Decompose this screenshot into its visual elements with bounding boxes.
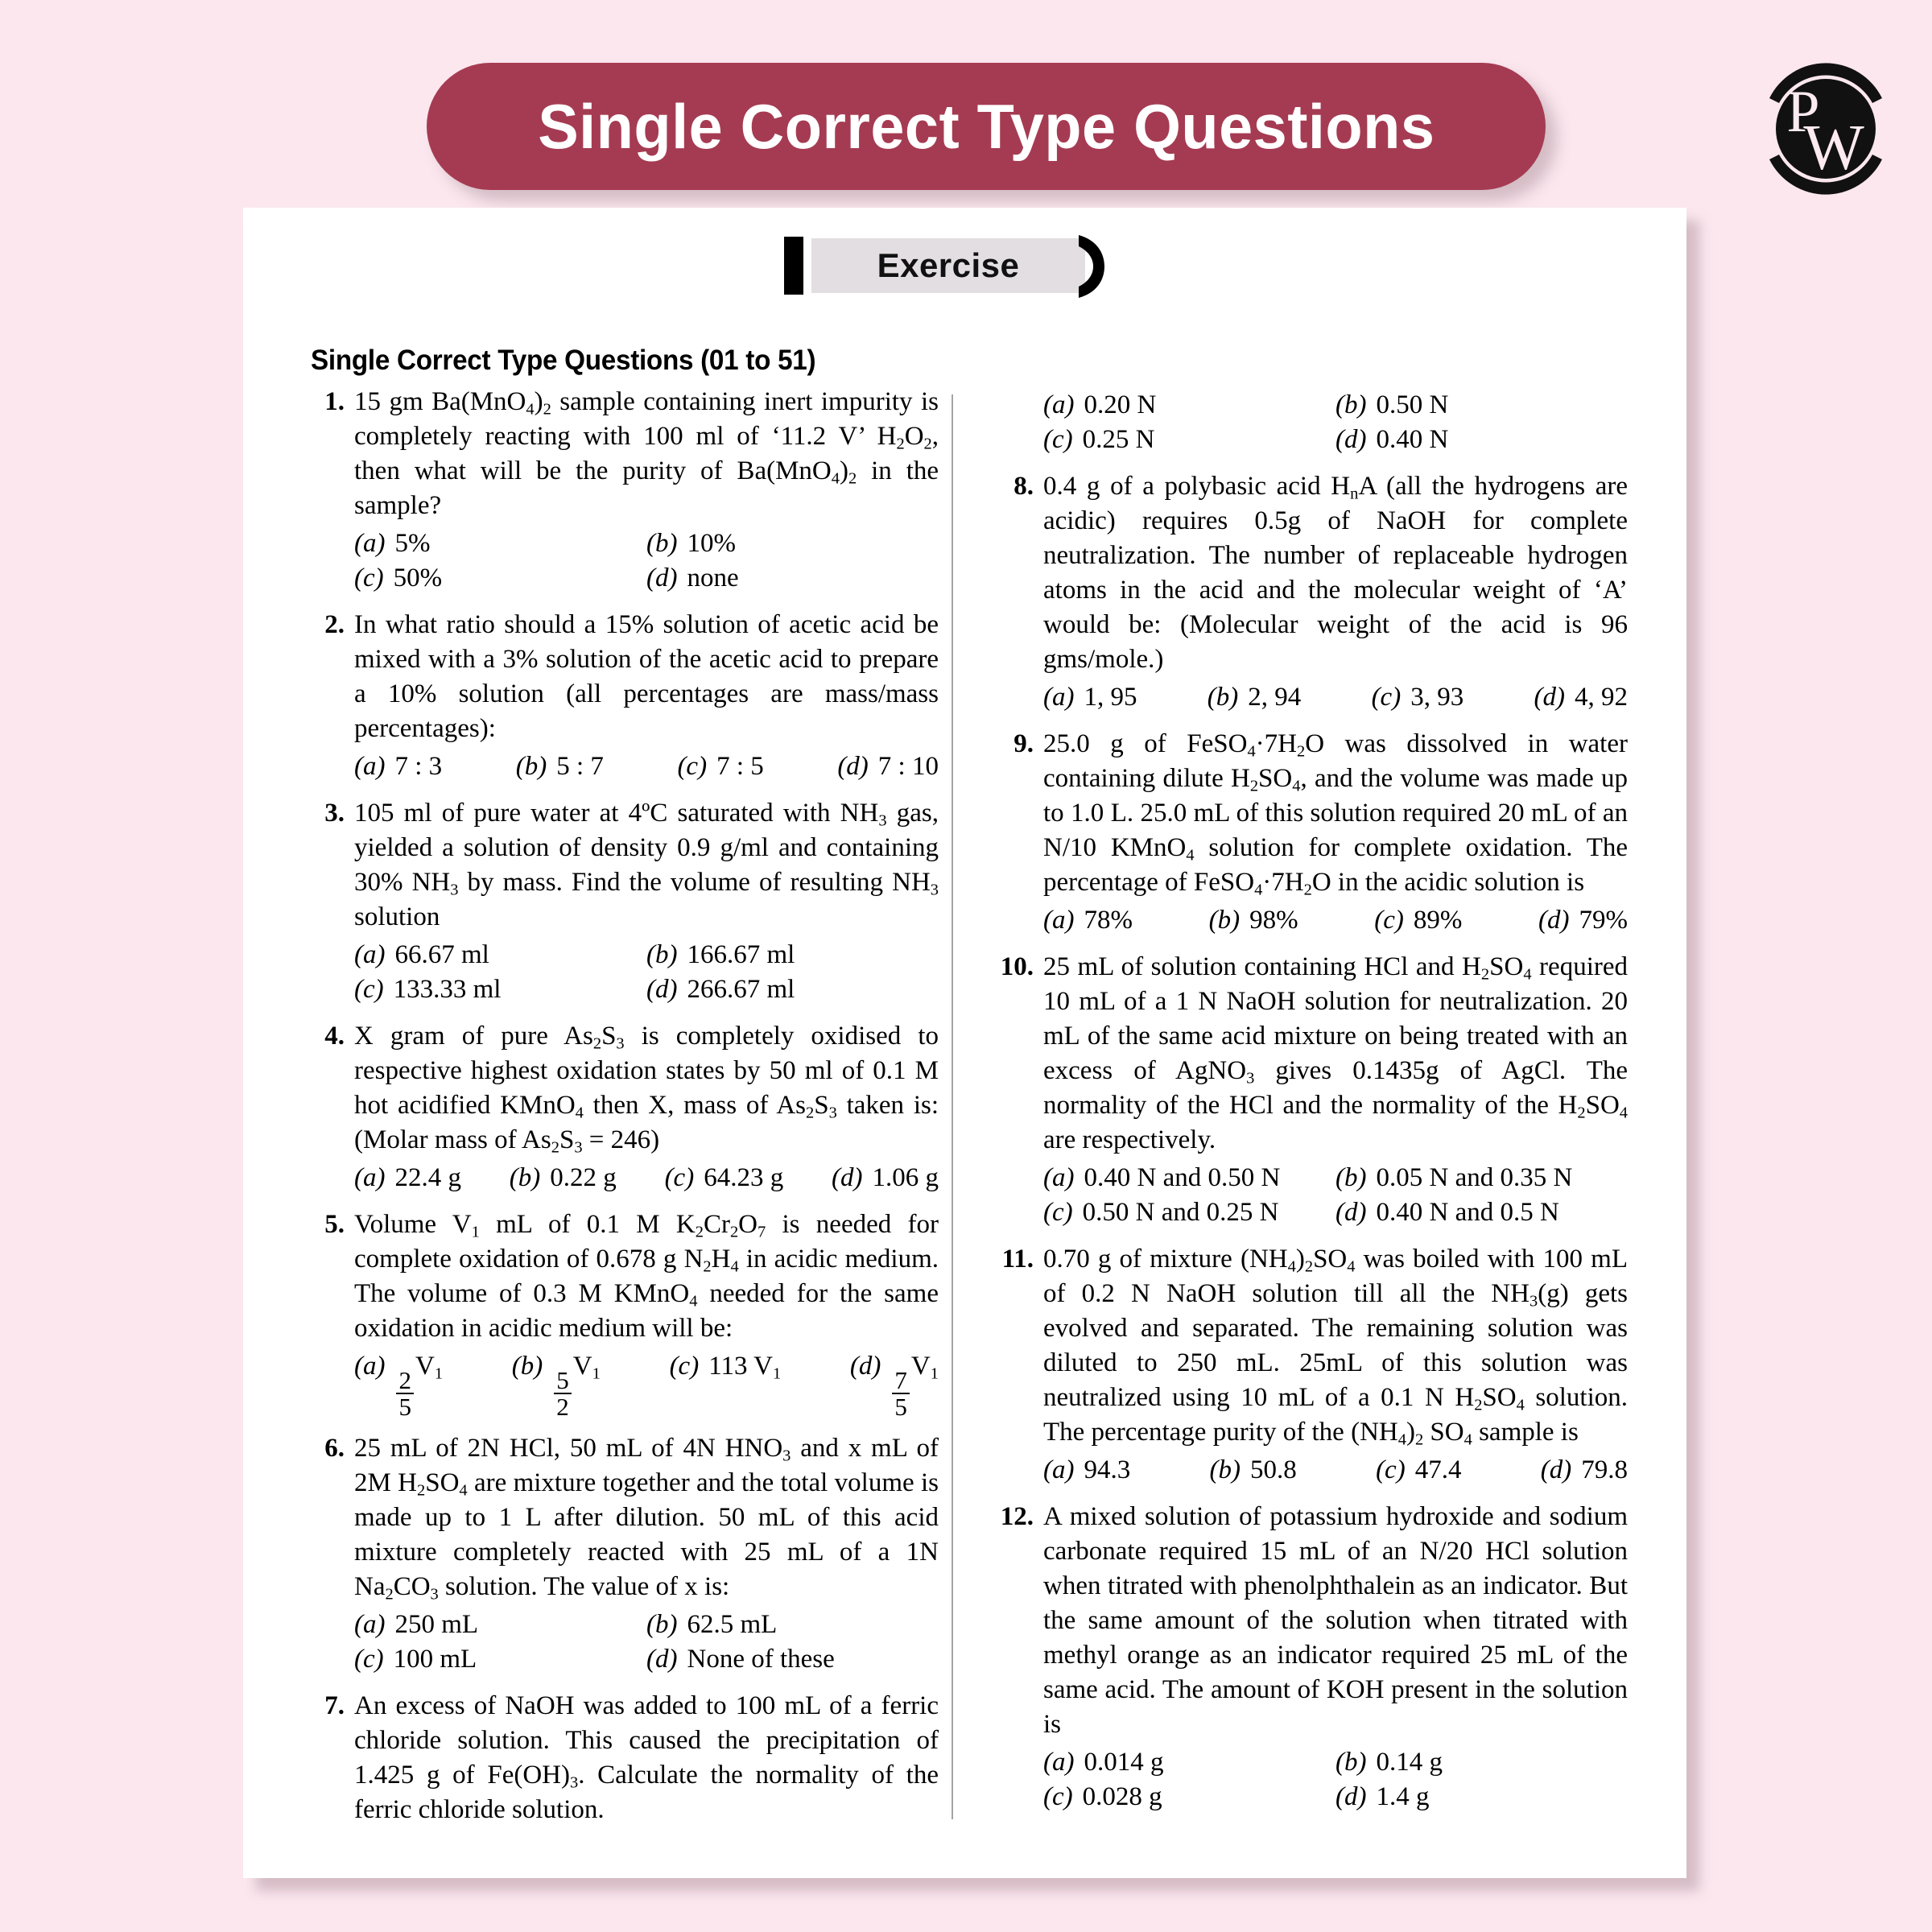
question-text: Volume $V_1$ mL of 0.1 M $K_2Cr_2O_7$ is needed for complete oxidation of 0.678 g $N_2H_4$ in acidic medium. The volume of 0.3 M KMnO$_4$ needed for the same oxidation in acidic medium will be: <box>354 1210 939 1343</box>
option-label: (c) <box>1043 425 1073 454</box>
question-item <box>311 796 939 1007</box>
option-label: (d) <box>1335 425 1367 454</box>
option-row <box>1043 680 1628 715</box>
question-body <box>1043 1242 1628 1488</box>
option-list <box>354 749 939 784</box>
option-value: 266.67 ml <box>687 975 795 1004</box>
column-right <box>1000 385 1628 1827</box>
option-value: 7 : 10 <box>877 752 939 781</box>
option-list <box>1043 903 1628 938</box>
option-row <box>354 561 939 596</box>
option-value: 98% <box>1249 906 1298 935</box>
option-label: (b) <box>1335 1163 1367 1192</box>
option-label: (c) <box>1374 906 1404 935</box>
header-banner <box>427 63 1546 192</box>
option-value: 2, 94 <box>1248 683 1302 712</box>
question-body <box>1043 469 1628 715</box>
option-value: 0.40 N and 0.5 N <box>1376 1198 1559 1227</box>
question-body <box>354 1208 939 1422</box>
option-label: (b) <box>1207 683 1239 712</box>
option-label: (a) <box>1043 683 1075 712</box>
option-d[interactable] <box>646 561 939 596</box>
option-label: (c) <box>677 752 708 781</box>
option-c[interactable] <box>665 1161 784 1195</box>
option-value: 0.028 g <box>1082 1782 1162 1811</box>
option-d[interactable] <box>646 1642 939 1677</box>
option-label: (d) <box>646 564 678 592</box>
question-body <box>354 1689 939 1827</box>
option-c[interactable] <box>1374 903 1462 938</box>
option-label: (c) <box>1371 683 1402 712</box>
option-row <box>354 972 939 1007</box>
option-value: 64.23 g <box>704 1163 784 1192</box>
option-value: 0.14 g <box>1376 1748 1443 1777</box>
option-c[interactable] <box>354 561 646 596</box>
question-item <box>311 1019 939 1195</box>
option-row <box>354 1642 939 1677</box>
option-a[interactable] <box>354 1161 461 1195</box>
column-left <box>311 385 939 1839</box>
option-value: 0.40 N and 0.50 N <box>1084 1163 1281 1192</box>
option-b[interactable] <box>646 1608 939 1642</box>
question-item <box>1000 727 1628 938</box>
question-body <box>1043 1500 1628 1814</box>
option-label: (a) <box>354 1352 386 1381</box>
question-number: 10. <box>1000 952 1034 981</box>
option-a[interactable] <box>1043 903 1133 938</box>
question-text: In what ratio should a 15% solution of acetic acid be mixed with a 3% solution of the acetic acid to prepare a 10% solution (all percentages are mass/mass percentages): <box>354 610 939 743</box>
question-item <box>311 385 939 596</box>
option-value: 4, 92 <box>1574 683 1628 712</box>
question-body <box>354 796 939 1007</box>
option-d[interactable] <box>1335 423 1628 457</box>
question-number: 2. <box>324 610 345 639</box>
question-number: 5. <box>324 1210 345 1239</box>
option-row <box>354 1161 939 1195</box>
option-value: 0.40 N <box>1376 425 1449 454</box>
option-b[interactable] <box>646 938 939 972</box>
option-value: 0.25 N <box>1082 425 1155 454</box>
question-number: 4. <box>324 1022 345 1051</box>
option-value: 1.06 g <box>872 1163 939 1192</box>
option-value: 5 : 7 <box>556 752 604 781</box>
option-label: (d) <box>1534 683 1565 712</box>
option-value: None of these <box>687 1645 835 1674</box>
question-body <box>354 1431 939 1677</box>
option-label: (c) <box>354 1645 384 1674</box>
option-value: 7 : 3 <box>394 752 443 781</box>
option-label: (d) <box>849 1352 881 1381</box>
option-value: 5% <box>394 529 431 558</box>
option-row <box>1043 423 1628 457</box>
option-list <box>354 1161 939 1195</box>
option-label: (c) <box>1376 1455 1406 1484</box>
question-number: 11. <box>1001 1245 1034 1274</box>
option-value: 50% <box>393 564 443 592</box>
question-item <box>1000 1500 1628 1814</box>
option-d[interactable] <box>1541 1453 1628 1488</box>
option-value: 66.67 ml <box>394 940 489 969</box>
option-label: (a) <box>354 1163 386 1192</box>
exercise-bracket-icon <box>1077 235 1111 298</box>
option-label: (a) <box>354 940 386 969</box>
option-label: (c) <box>1043 1782 1073 1811</box>
option-list <box>354 526 939 596</box>
option-row <box>1043 388 1628 423</box>
option-row <box>354 1349 939 1422</box>
option-d[interactable] <box>849 1349 939 1422</box>
option-value: none <box>687 564 739 592</box>
question-item <box>311 1208 939 1422</box>
question-text: 0.4 g of a polybasic acid $H_nA$ (all the hydrogens are acidic) requires 0.5g of NaOH for complete neutralization. The number of replaceable hydrogen atoms in the acid and the molecular weight of ‘A’ would be: (Molecular weight of the acid is 96 gms/mole.) <box>1043 472 1628 674</box>
option-row <box>1043 903 1628 938</box>
option-value: 133.33 ml <box>393 975 502 1004</box>
option-label: (a) <box>1043 1748 1075 1777</box>
column-divider <box>952 394 953 1819</box>
exercise-tab <box>784 235 1122 296</box>
option-value: 250 mL <box>394 1610 479 1640</box>
option-b[interactable] <box>516 749 604 784</box>
option-label: (b) <box>1209 1455 1241 1484</box>
option-list <box>354 938 939 1007</box>
option-a[interactable] <box>354 749 442 784</box>
option-b[interactable] <box>1208 680 1301 715</box>
option-d[interactable] <box>1534 680 1628 715</box>
option-c[interactable] <box>1372 680 1464 715</box>
option-row <box>1043 1745 1628 1780</box>
option-b[interactable] <box>511 1349 601 1422</box>
option-a[interactable] <box>1043 680 1137 715</box>
question-7-options-continued <box>1043 388 1628 457</box>
option-value: 62.5 mL <box>687 1610 778 1640</box>
option-list <box>354 1608 939 1677</box>
option-value: 0.50 N <box>1376 390 1449 419</box>
option-label: (b) <box>509 1163 541 1192</box>
option-label: (d) <box>1335 1782 1367 1811</box>
question-body <box>1043 727 1628 938</box>
option-b[interactable] <box>1335 388 1628 423</box>
option-b[interactable] <box>1335 1745 1628 1780</box>
option-c[interactable] <box>354 1642 646 1677</box>
option-label: (b) <box>511 1352 543 1381</box>
option-value: 1.4 g <box>1376 1782 1430 1811</box>
exercise-label: Exercise <box>877 246 1020 284</box>
option-label: (c) <box>1043 1198 1073 1227</box>
svg-text:P: P <box>1786 79 1820 145</box>
option-list <box>354 1349 939 1422</box>
option-row <box>354 749 939 784</box>
pw-logo <box>1753 56 1898 201</box>
option-label: (c) <box>354 564 384 592</box>
question-body <box>354 1019 939 1195</box>
question-number: 3. <box>324 799 345 828</box>
question-number: 12. <box>1000 1502 1034 1531</box>
option-label: (b) <box>646 940 678 969</box>
option-label: (d) <box>837 752 869 781</box>
option-label: (d) <box>646 975 678 1004</box>
option-b[interactable] <box>510 1161 617 1195</box>
option-row <box>354 526 939 561</box>
option-value: 47.4 <box>1414 1455 1462 1484</box>
question-text: 25.0 g of $FeSO_4\cdot 7H_2O$ was dissolved in water containing dilute $H_2SO_4$, and the volume was made up to 1.0 L. 25.0 mL of this solution required 20 mL of an N/10 KMnO$_4$ solution for complete oxidation. The percentage of $FeSO_4\cdot 7H_2O$ in the acidic solution is <box>1043 729 1628 899</box>
option-label: (a) <box>1043 390 1075 419</box>
option-a[interactable] <box>354 1608 646 1642</box>
question-number: 8. <box>1013 472 1034 501</box>
option-label: (d) <box>832 1163 863 1192</box>
exercise-label-box <box>811 238 1085 293</box>
document-sheet <box>243 208 1686 1878</box>
option-value: 10% <box>687 529 736 558</box>
question-item <box>311 608 939 784</box>
option-d[interactable] <box>1335 1780 1628 1814</box>
question-text: X gram of pure $As_2S_3$ is completely oxidised to respective highest oxidation states by 50 ml of 0.1 M hot acidified KMnO$_4$ then X, mass of $As_2S_3$ taken is: (Molar mass of $As_2S_3 = 246$) <box>354 1022 939 1157</box>
question-item <box>311 1431 939 1677</box>
option-label: (d) <box>1538 906 1570 935</box>
option-label: (a) <box>1043 906 1075 935</box>
option-row <box>354 1608 939 1642</box>
page-title: Single Correct Type Questions <box>537 90 1435 162</box>
svg-text:W: W <box>1803 113 1864 184</box>
option-c[interactable] <box>677 749 763 784</box>
option-a[interactable] <box>354 526 646 561</box>
question-item <box>311 1689 939 1827</box>
question-body <box>354 385 939 596</box>
option-label: (b) <box>646 529 678 558</box>
question-body <box>354 608 939 784</box>
option-value: $\frac{5}{2}$ $V_1$ <box>552 1349 601 1419</box>
option-label: (d) <box>1335 1198 1367 1227</box>
question-text: 25 mL of 2N HCl, 50 mL of 4N $HNO_3$ and x mL of 2M $H_2SO_4$ are mixture together and the total volume is made up to 1 L after dilution. 50 mL of this acid mixture completely reacted with 25 mL of a 1N $Na_2CO_3$ solution. The value of x is: <box>354 1434 939 1604</box>
option-list <box>1043 388 1628 457</box>
option-value: 79% <box>1579 906 1628 935</box>
option-value: 50.8 <box>1250 1455 1297 1484</box>
option-value: 3, 93 <box>1410 683 1464 712</box>
option-value: 7 : 5 <box>716 752 764 781</box>
option-value: 100 mL <box>393 1645 477 1674</box>
question-text: An excess of NaOH was added to 100 mL of a ferric chloride solution. This caused the precipitation of 1.425 g of $Fe(OH)_3$. Calculate the normality of the ferric chloride solution. <box>354 1691 939 1825</box>
option-row <box>1043 1195 1628 1230</box>
option-value: 0.014 g <box>1084 1748 1164 1777</box>
option-row <box>1043 1453 1628 1488</box>
option-value: 1, 95 <box>1084 683 1137 712</box>
question-number: 1. <box>324 387 345 416</box>
option-label: (a) <box>354 529 386 558</box>
option-value: 89% <box>1413 906 1463 935</box>
option-a[interactable] <box>1043 1453 1130 1488</box>
option-list <box>1043 1745 1628 1814</box>
option-c[interactable] <box>1043 1195 1335 1230</box>
question-number: 9. <box>1013 729 1034 758</box>
option-value: 113 $V_1$ <box>708 1352 782 1383</box>
option-label: (d) <box>646 1645 678 1674</box>
option-c[interactable] <box>1376 1453 1461 1488</box>
option-label: (c) <box>664 1163 695 1192</box>
option-row <box>1043 1780 1628 1814</box>
option-value: 0.05 N and 0.35 N <box>1376 1163 1573 1192</box>
option-a[interactable] <box>1043 1745 1335 1780</box>
option-c[interactable] <box>1043 423 1335 457</box>
option-row <box>1043 1161 1628 1195</box>
question-item <box>1000 469 1628 715</box>
option-label: (d) <box>1540 1455 1572 1484</box>
option-value: 0.20 N <box>1084 390 1157 419</box>
option-list <box>1043 1453 1628 1488</box>
option-d[interactable] <box>1538 903 1628 938</box>
option-list <box>1043 1161 1628 1230</box>
option-b[interactable] <box>1209 903 1298 938</box>
option-label: (b) <box>1335 390 1367 419</box>
question-text: 15 gm $Ba(MnO_4)_2$ sample containing inert impurity is completely reacting with 100 ml of ‘11.2 V’ $H_2O_2$, then what will be the purity of $Ba(MnO_4)_2$ in the sample? <box>354 387 939 520</box>
option-value: 0.50 N and 0.25 N <box>1082 1198 1279 1227</box>
option-label: (c) <box>354 975 384 1004</box>
option-row <box>354 938 939 972</box>
question-number: 7. <box>324 1691 345 1721</box>
question-item <box>1000 950 1628 1230</box>
exercise-left-bar <box>784 237 803 295</box>
option-value: 22.4 g <box>394 1163 461 1192</box>
option-a[interactable] <box>354 938 646 972</box>
option-a[interactable] <box>354 1349 444 1422</box>
option-value: $\frac{2}{5}$ $V_1$ <box>394 1349 443 1419</box>
option-label: (b) <box>515 752 547 781</box>
option-c[interactable] <box>354 972 646 1007</box>
option-value: 166.67 ml <box>687 940 795 969</box>
question-item <box>1000 1242 1628 1488</box>
question-text: 0.70 g of mixture $(NH_4)_2SO_4$ was boiled with 100 mL of 0.2 N NaOH solution till all the $NH_3(g)$ gets evolved and separated. The remaining solution was diluted to 250 mL. 25mL of this solution was neutralized using 10 mL of a 0.1 N $H_2SO_4$ solution. The percentage purity of the $(NH_4)_2$ $SO_4$ sample is <box>1043 1245 1628 1449</box>
option-a[interactable] <box>1043 1161 1335 1195</box>
option-list <box>1043 680 1628 715</box>
option-label: (a) <box>354 752 386 781</box>
option-c[interactable] <box>1043 1780 1335 1814</box>
option-label: (b) <box>646 1610 678 1640</box>
option-value: 78% <box>1084 906 1133 935</box>
option-label: (a) <box>1043 1163 1075 1192</box>
option-b[interactable] <box>1335 1161 1628 1195</box>
option-label: (b) <box>1335 1748 1367 1777</box>
pw-logo-icon <box>1753 56 1898 201</box>
option-label: (b) <box>1208 906 1241 935</box>
option-b[interactable] <box>646 526 939 561</box>
option-label: (c) <box>669 1352 700 1381</box>
option-d[interactable] <box>646 972 939 1007</box>
option-label: (a) <box>354 1610 386 1640</box>
question-text: 25 mL of solution containing HCl and $H_2SO_4$ required 10 mL of a 1 N NaOH solution for neutralization. 20 mL of the same acid mixture on being treated with an excess of AgNO$_3$ gives 0.1435g of AgCl. The normality of the HCl and the normality of the $H_2SO_4$ are respectively. <box>1043 952 1628 1154</box>
question-text: A mixed solution of potassium hydroxide and sodium carbonate required 15 mL of an N/20 HCl solution when titrated with phenolphthalein as an indicator. But the same amount of the solution when titrated with methyl orange as an indicator required 25 mL of the same acid. The amount of KOH present in the solution is <box>1043 1502 1628 1739</box>
question-text: 105 ml of pure water at 4ºC saturated with $NH_3$ gas, yielded a solution of density 0.9 g/ml and containing 30% $NH_3$ by mass. Find the volume of resulting $NH_3$ solution <box>354 799 939 931</box>
option-d[interactable] <box>837 749 939 784</box>
option-value: 94.3 <box>1084 1455 1131 1484</box>
option-label: (a) <box>1043 1455 1075 1484</box>
option-value: 0.22 g <box>550 1163 617 1192</box>
option-d[interactable] <box>1335 1195 1628 1230</box>
option-value: 79.8 <box>1581 1455 1628 1484</box>
option-c[interactable] <box>670 1349 782 1419</box>
option-value: $\frac{7}{5}$ $V_1$ <box>890 1349 939 1419</box>
option-b[interactable] <box>1210 1453 1297 1488</box>
question-number: 6. <box>324 1434 345 1463</box>
option-d[interactable] <box>832 1161 939 1195</box>
banner-pill <box>427 63 1546 190</box>
section-heading: Single Correct Type Questions (01 to 51) <box>311 345 816 376</box>
question-body <box>1043 950 1628 1230</box>
option-a[interactable] <box>1043 388 1335 423</box>
